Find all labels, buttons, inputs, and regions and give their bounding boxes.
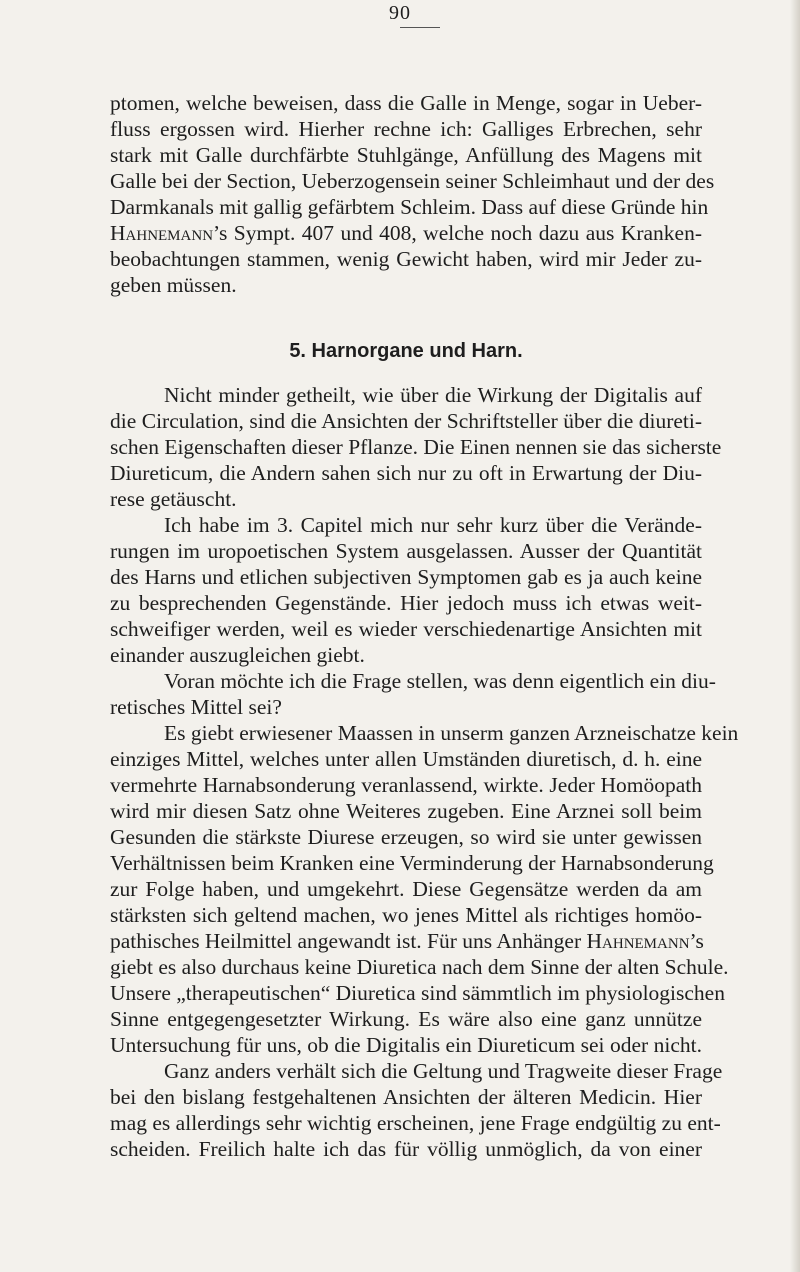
text-line: beobachtungen stammen, wenig Gewicht haben, wird mir Jeder zu- xyxy=(110,247,702,271)
author-name: Hahnemann xyxy=(110,221,214,245)
text-line: vermehrte Harnabsonderung veranlassend, wirkte. Jeder Homöopath xyxy=(110,773,702,797)
text-line: einander auszugleichen giebt. xyxy=(110,643,365,667)
text-line: schen Eigenschaften dieser Pflanze. Die Einen nennen sie das sicherste xyxy=(110,435,722,459)
text-line: Sinne entgegengesetzter Wirkung. Es wäre also eine ganz unnütze xyxy=(110,1007,702,1031)
page-number: 90 xyxy=(0,2,800,28)
text-line: die Circulation, sind die Ansichten der Schriftsteller über die diureti- xyxy=(110,409,702,433)
text-line: fluss ergossen wird. Hierher rechne ich: Galliges Erbrechen, sehr xyxy=(110,117,702,141)
text-line: Gesunden die stärkste Diurese erzeugen, so wird sie unter gewissen xyxy=(110,825,702,849)
text-line: Ich habe im 3. Capitel mich nur sehr kurz über die Verände- xyxy=(164,513,702,537)
text-line: giebt es also durchaus keine Diuretica nach dem Sinne der alten Schule. xyxy=(110,955,729,979)
text-line: pathisches Heilmittel angewandt ist. Für uns Anhänger Hahnemann’s xyxy=(110,929,704,953)
text-line: scheiden. Freilich halte ich das für völlig unmöglich, da von einer xyxy=(110,1137,702,1161)
text-line: rese getäuscht. xyxy=(110,487,237,511)
text-line: Hahnemann’s Sympt. 407 und 408, welche noch dazu aus Kranken- xyxy=(110,221,702,245)
text-line: Es giebt erwiesener Maassen in unserm ganzen Arzneischatze kein xyxy=(164,721,739,745)
text-line: wird mir diesen Satz ohne Weiteres zugeben. Eine Arznei soll beim xyxy=(110,799,702,823)
text-line: rungen im uropoetischen System ausgelassen. Ausser der Quantität xyxy=(110,539,702,563)
text-line: des Harns und etlichen subjectiven Symptomen gab es ja auch keine xyxy=(110,565,702,589)
text-line: stark mit Galle durchfärbte Stuhlgänge, Anfüllung des Magens mit xyxy=(110,143,702,167)
text-line: einziges Mittel, welches unter allen Umständen diuretisch, d. h. eine xyxy=(110,747,702,771)
section-heading: 5. Harnorgane und Harn. xyxy=(289,340,523,362)
text-line: Ganz anders verhält sich die Geltung und Tragweite dieser Frage xyxy=(164,1059,723,1083)
text-line: stärksten sich geltend machen, wo jenes Mittel als richtiges homöo- xyxy=(110,903,702,927)
text-line: geben müssen. xyxy=(110,273,237,297)
text-line: Nicht minder getheilt, wie über die Wirkung der Digitalis auf xyxy=(164,383,702,407)
text-line: Galle bei der Section, Ueberzogensein seiner Schleimhaut und der des xyxy=(110,169,715,193)
page-edge-shadow xyxy=(790,0,800,1272)
author-name: Hahnemann xyxy=(586,929,690,953)
text-line: bei den bislang festgehaltenen Ansichten der älteren Medicin. Hier xyxy=(110,1085,702,1109)
text-line: Voran möchte ich die Frage stellen, was denn eigentlich ein diu- xyxy=(164,669,716,693)
text-line: Unsere „therapeutischen“ Diuretica sind sämmtlich im physiologischen xyxy=(110,981,725,1005)
text-line: Untersuchung für uns, ob die Digitalis ein Diureticum sei oder nicht. xyxy=(110,1033,702,1057)
text-line: zur Folge haben, und umgekehrt. Diese Gegensätze werden da am xyxy=(110,877,702,901)
text-line: mag es allerdings sehr wichtig erscheinen, jene Frage endgültig zu ent- xyxy=(110,1111,721,1135)
text-line: schweifiger werden, weil es wieder verschiedenartige Ansichten mit xyxy=(110,617,702,641)
text-line: Darmkanals mit gallig gefärbtem Schleim. Dass auf diese Gründe hin xyxy=(110,195,709,219)
text-line: ptomen, welche beweisen, dass die Galle in Menge, sogar in Ueber- xyxy=(110,91,702,115)
text-line: zu besprechenden Gegenstände. Hier jedoch muss ich etwas weit- xyxy=(110,591,702,615)
text-line: Verhältnissen beim Kranken eine Verminderung der Harnabsonderung xyxy=(110,851,714,875)
text-line: retisches Mittel sei? xyxy=(110,695,282,719)
text-line: Diureticum, die Andern sahen sich nur zu oft in Erwartung der Diu- xyxy=(110,461,702,485)
